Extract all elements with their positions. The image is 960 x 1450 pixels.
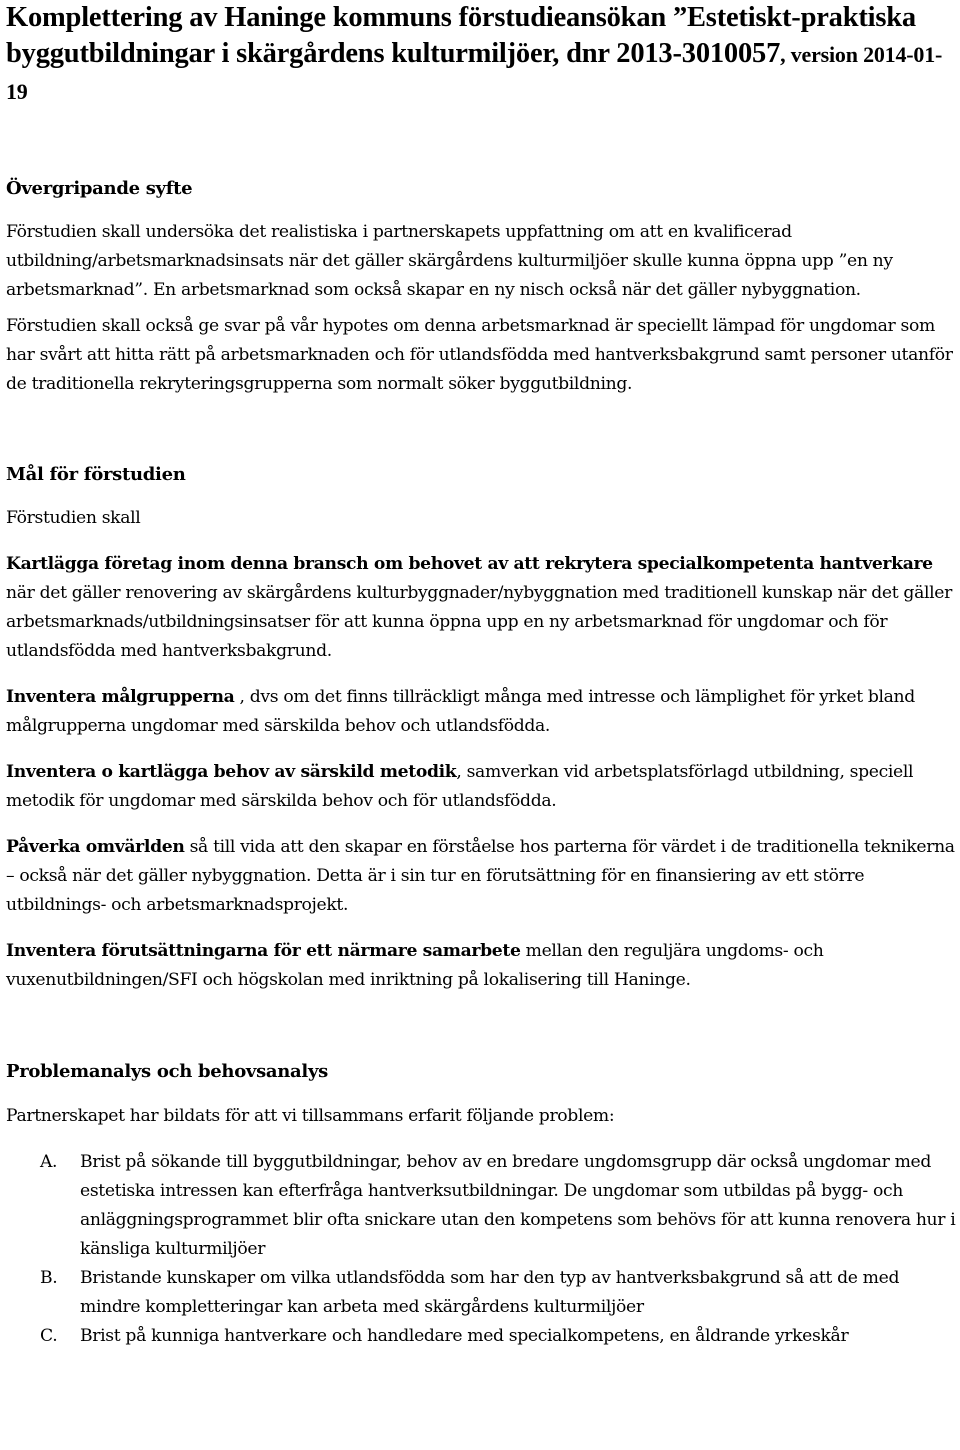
list-marker: A. (40, 1152, 58, 1172)
list-marker: B. (40, 1268, 58, 1288)
goals-intro: Förstudien skall (6, 508, 141, 528)
goal-text: , dvs om det finns tillräckligt många med intresse och lämplighet för yrket bland målgrupperna ungdomar med särskilda behov och utlandsfödda. (6, 687, 915, 736)
problem-list (6, 1148, 956, 1351)
purpose-paragraph-1: Förstudien skall undersöka det realistiska i partnerskapets uppfattning om att en kvalificerad utbildning/arbetsmarknadsinsats när det gäller skärgårdens kulturmiljöer skulle kunna öppna upp ”en ny arbetsmarknad”. En arbetsmarknad som också skapar en ny nisch också när det gäller nybyggnation. (6, 222, 893, 300)
goal-paragraph (6, 550, 956, 666)
goal-bold-lead: Kartlägga företag inom denna bransch om behovet av att rekrytera specialkompetenta hantverkare (6, 554, 933, 574)
goal-text: när det gäller renovering av skärgårdens kulturbyggnader/nybyggnation med traditionell kunskap när det gäller arbetsmarknads/utbildningsinsatser för att kunna öppna upp en ny arbetsmarknad för ungdomar och för utlandsfödda med hantverksbakgrund. (6, 583, 952, 661)
goal-bold-lead: Inventera målgrupperna (6, 687, 235, 707)
goal-bold-lead: Påverka omvärlden (6, 837, 185, 857)
goal-bold-lead: Inventera o kartlägga behov av särskild metodik (6, 762, 457, 782)
goal-paragraph (6, 937, 956, 995)
goal-bold-lead: Inventera förutsättningarna för ett närmare samarbete (6, 941, 521, 961)
document-title (6, 0, 956, 110)
goal-text: mellan den reguljära ungdoms- och vuxenutbildningen/SFI och högskolan med inriktning på lokalisering till Haninge. (6, 941, 824, 990)
list-item (6, 1148, 956, 1264)
goal-text: , samverkan vid arbetsplatsförlagd utbildning, speciell metodik för ungdomar med särskilda behov och för utlandsfödda. (6, 762, 914, 811)
list-item (6, 1264, 956, 1322)
document-page (6, 0, 956, 1351)
purpose-paragraph-2: Förstudien skall också ge svar på vår hypotes om denna arbetsmarknad är speciellt lämpad för ungdomar som har svårt att hitta rätt på arbetsmarknaden och för utlandsfödda med hantverksbakgrund samt personer utanför de traditionella rekryteringsgrupperna som normalt söker byggutbildning. (6, 316, 953, 394)
list-marker: C. (40, 1326, 58, 1346)
goal-paragraph (6, 833, 956, 920)
goal-paragraph (6, 683, 956, 741)
list-item-text: Bristande kunskaper om vilka utlandsfödda som har den typ av hantverksbakgrund så att de med mindre kompletteringar kan arbeta med skärgårdens kulturmiljöer (80, 1268, 900, 1317)
list-item (6, 1322, 956, 1351)
goal-paragraph (6, 758, 956, 816)
list-item-text: Brist på sökande till byggutbildningar, behov av en bredare ungdomsgrupp där också ungdomar med estetiska intressen kan efterfråga hantverksutbildningar. De ungdomar som utbildas på bygg- och anläggningsprogrammet blir ofta snickare utan den kompetens som behövs för att kunna renovera hur i känsliga kulturmiljöer (80, 1152, 956, 1259)
problem-intro: Partnerskapet har bildats för att vi tillsammans erfarit följande problem: (6, 1106, 615, 1126)
list-item-text: Brist på kunniga hantverkare och handledare med specialkompetens, en åldrande yrkeskår (80, 1326, 849, 1346)
goal-text: så till vida att den skapar en förståelse hos parterna för värdet i de traditionella teknikerna – också när det gäller nybyggnation. Detta är i sin tur en förutsättning för en finansiering av ett större utbildnings- och arbetsmarknadsprojekt. (6, 837, 955, 915)
heading-overall-purpose: Övergripande syfte (6, 178, 193, 199)
title-version: , version 2014-01-19 (6, 42, 943, 104)
title-main: Komplettering av Haninge kommuns förstudieansökan ”Estetiskt-praktiska byggutbildningar i skärgårdens kulturmiljöer, dnr 2013-3010057 (6, 2, 916, 69)
heading-problem-analysis: Problemanalys och behovsanalys (6, 1061, 328, 1082)
heading-goals: Mål för förstudien (6, 464, 186, 485)
